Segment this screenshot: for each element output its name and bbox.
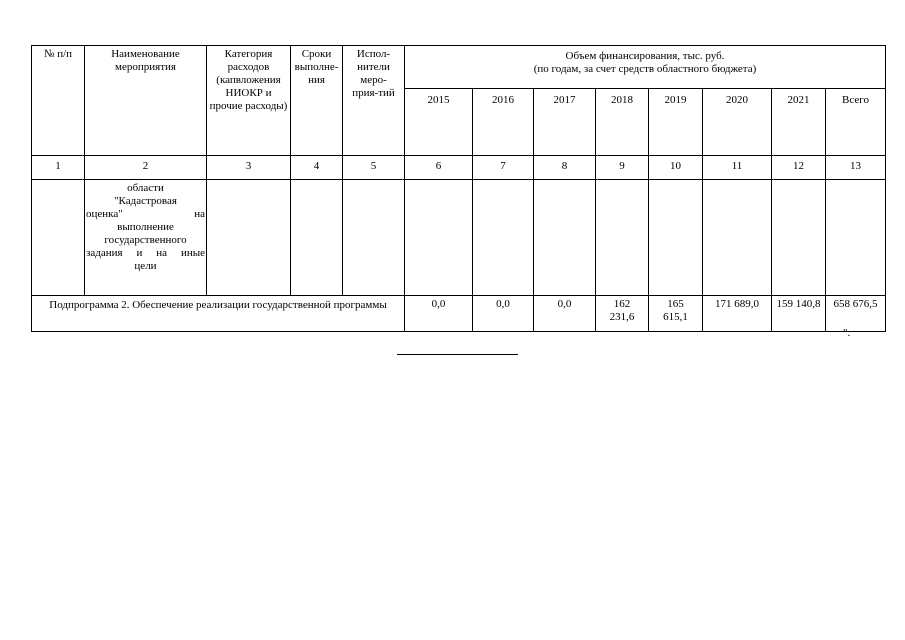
header-term-line1: Сроки [301,48,332,60]
header-term-line3: ния [308,74,325,86]
empty-cell [826,180,886,296]
header-year: 2015 [405,89,473,156]
column-number: 2 [85,156,207,180]
column-number: 11 [703,156,772,180]
financing-table [31,45,886,332]
empty-cell [473,180,534,296]
empty-cell [703,180,772,296]
subprogram-value: 0,0 [405,296,473,332]
separator-line [397,354,518,355]
empty-cell [596,180,649,296]
header-term [291,46,343,156]
column-number: 10 [649,156,703,180]
activity-name-line: оценка" на [86,208,205,220]
activity-name-line: задания и на иные [86,247,205,259]
column-number: 5 [343,156,405,180]
column-number: 8 [534,156,596,180]
header-category: Категория расходов (капвложения НИОКР и прочие расходы) [207,46,291,156]
subprogram-value: 658 676,5 [826,296,886,332]
header-row [32,46,886,89]
subprogram-value: 165 615,1 [649,296,703,332]
header-year: 2016 [473,89,534,156]
column-number: 4 [291,156,343,180]
activity-name-cell [85,180,207,296]
header-exec: Испол-нители меро-прия-тий [343,46,405,156]
column-number: 12 [772,156,826,180]
header-year: 2019 [649,89,703,156]
column-number: 1 [32,156,85,180]
header-year: 2018 [596,89,649,156]
empty-cell [32,180,85,296]
table-row [32,180,886,296]
activity-name-line: государственного [104,234,187,246]
header-funding-line1: Объем финансирования, тыс. руб. [565,50,725,62]
subprogram-label: Подпрограмма 2. Обеспечение реализации государственной программы [32,296,405,332]
empty-cell [649,180,703,296]
activity-name-line: цели [134,260,157,272]
subprogram-value: 162 231,6 [596,296,649,332]
column-number: 13 [826,156,886,180]
subprogram-row [32,296,886,332]
column-number: 6 [405,156,473,180]
subprogram-value: 159 140,8 [772,296,826,332]
header-year: 2017 [534,89,596,156]
empty-cell [207,180,291,296]
header-term-line2: выполне- [294,61,339,73]
empty-cell [772,180,826,296]
header-funding-line2: (по годам, за счет средств областного бюджета) [533,63,757,75]
activity-name-line: "Кадастровая [114,195,177,207]
activity-name-line: области [127,182,164,194]
column-number: 9 [596,156,649,180]
empty-cell [405,180,473,296]
empty-cell [343,180,405,296]
column-number-row [32,156,886,180]
closing-quote: ". [843,327,851,339]
column-number: 7 [473,156,534,180]
header-total: Всего [826,89,886,156]
activity-name-line: выполнение [117,221,174,233]
header-year: 2021 [772,89,826,156]
header-num: № п/п [32,46,85,156]
header-name: Наименование мероприятия [85,46,207,156]
subprogram-value: 0,0 [534,296,596,332]
header-funding [405,46,886,89]
column-number: 3 [207,156,291,180]
empty-cell [291,180,343,296]
empty-cell [534,180,596,296]
subprogram-value: 0,0 [473,296,534,332]
header-year: 2020 [703,89,772,156]
subprogram-value: 171 689,0 [703,296,772,332]
